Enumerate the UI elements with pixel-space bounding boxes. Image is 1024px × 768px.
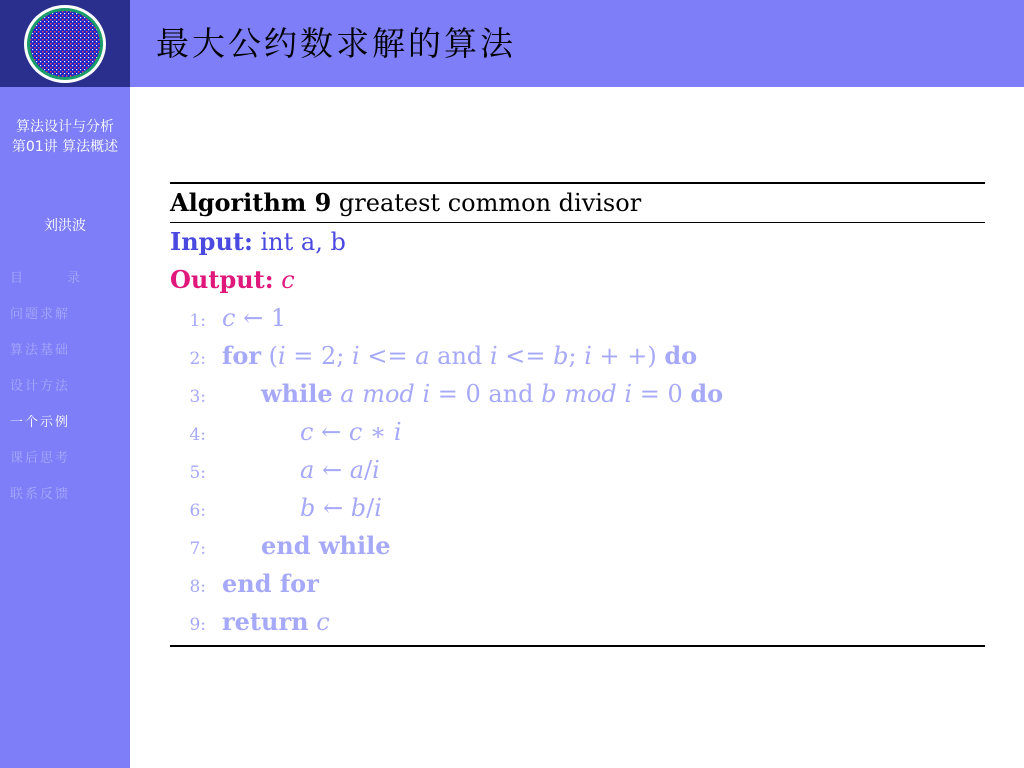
line-number: 4: [189,425,206,445]
lecture-title[interactable]: 第01讲 算法概述 [11,139,119,155]
nav-item-algorithm-basics[interactable]: 算法基础 [10,343,71,358]
code-line [170,451,985,489]
code-line [170,337,985,375]
code-line [170,375,985,413]
code-text: b ← b/i [300,494,382,522]
line-number: 3: [189,387,206,407]
course-info [6,117,124,157]
logo-box [0,0,130,87]
code-text: c ← 1 [222,304,287,332]
page-title: 最大公约数求解的算法 [156,24,516,63]
code-line [170,603,985,641]
code-text: end while [261,531,391,560]
bottom-rule [170,645,985,647]
line-number: 2: [189,349,206,369]
algorithm-caption [170,184,985,222]
nav-item-design-methods[interactable]: 设计方法 [10,379,71,394]
input-line [170,223,985,261]
output-line [170,261,985,299]
nav-item-contact[interactable]: 联系反馈 [10,487,71,502]
code-text: end for [222,569,319,598]
line-number: 6: [189,501,206,521]
nav-item-exercises[interactable]: 课后思考 [10,451,71,466]
output-label: Output: [170,265,274,294]
code-line [170,565,985,603]
university-logo [22,3,108,85]
line-number: 8: [189,577,206,597]
code-text: return c [222,607,330,636]
code-line [170,413,985,451]
code-line [170,489,985,527]
line-number: 5: [189,463,206,483]
sidebar [0,87,130,768]
line-number: 9: [189,615,206,635]
output-value: c [281,266,295,294]
input-label: Input: [170,227,253,256]
code-text: c ← c ∗ i [300,418,402,446]
title-bar [130,0,1024,87]
input-value: int a, b [260,228,346,256]
nav-item-toc[interactable]: 目 录 [10,271,83,286]
code-line [170,299,985,337]
algorithm-name: greatest common divisor [338,189,642,217]
code-lines [170,299,985,641]
code-text: for (i = 2; i <= a and i <= b; i + +) do [222,341,698,370]
line-number: 1: [189,311,206,331]
algorithm-label: Algorithm 9 [170,188,332,217]
course-title[interactable]: 算法设计与分析 [16,119,114,135]
code-text: while a mod i = 0 and b mod i = 0 do [261,379,724,408]
nav-item-problem-solving[interactable]: 问题求解 [10,307,71,322]
algorithm-block [170,182,985,647]
code-line [170,527,985,565]
author-name[interactable]: 刘洪波 [44,218,86,234]
line-number: 7: [189,539,206,559]
section-nav [10,269,82,521]
nav-item-example[interactable]: 一个示例 [10,415,71,430]
code-text: a ← a/i [300,456,380,484]
